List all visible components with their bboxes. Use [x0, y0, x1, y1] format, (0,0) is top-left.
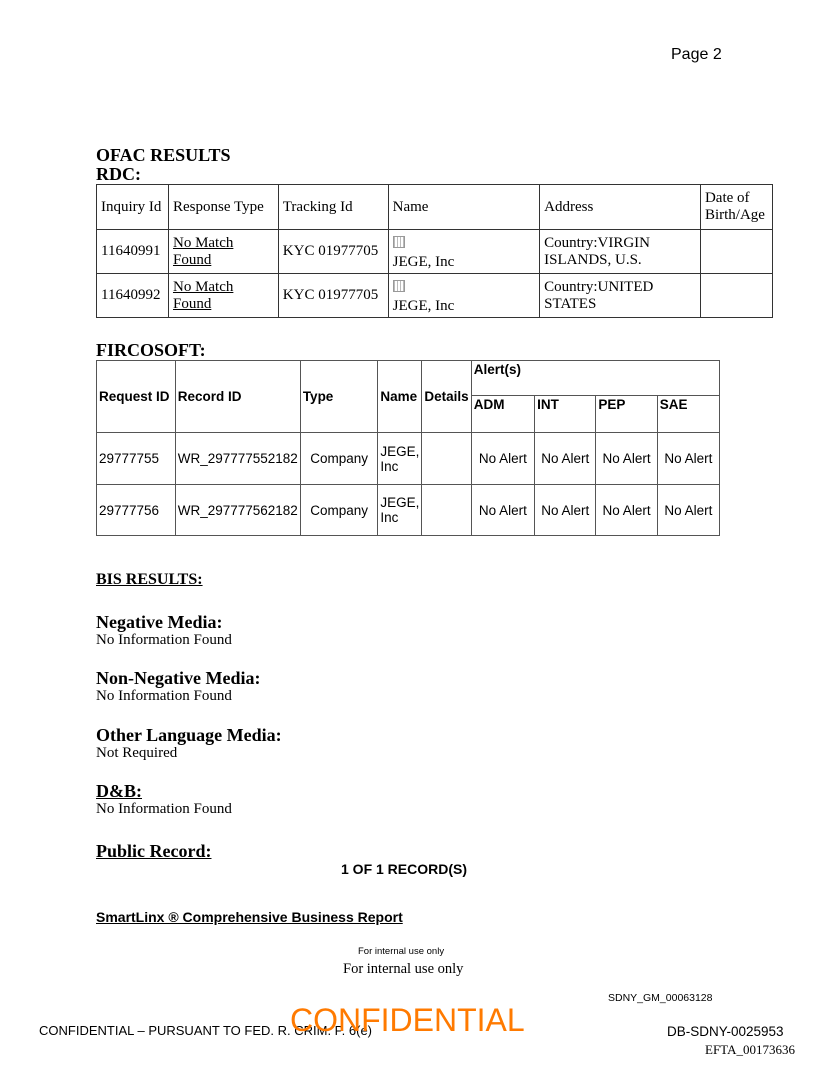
rdc-col-name: Name	[388, 185, 540, 230]
fs-col-alerts: Alert(s)	[471, 361, 719, 396]
dob-cell	[700, 274, 772, 318]
rdc-col-dob: Date of Birth/Age	[700, 185, 772, 230]
fs-col-details: Details	[422, 361, 471, 433]
table-row	[97, 485, 720, 536]
adm-cell: No Alert	[471, 433, 534, 485]
fs-col-sae: SAE	[657, 396, 719, 433]
record-id-cell: WR_297777552182	[175, 433, 300, 485]
sae-cell: No Alert	[657, 433, 719, 485]
fs-col-record-id: Record ID	[175, 361, 300, 433]
sdny-gm-number: SDNY_GM_00063128	[608, 992, 713, 1004]
rdc-col-inquiry-id: Inquiry Id	[97, 185, 169, 230]
ofac-results-title: OFAC RESULTS	[96, 145, 231, 165]
response-type-cell	[168, 274, 278, 318]
inquiry-id-cell: 11640992	[97, 274, 169, 318]
response-type-cell	[168, 230, 278, 274]
address-cell: Country:VIRGIN ISLANDS, U.S.	[540, 230, 701, 274]
fircosoft-table	[96, 360, 720, 536]
adm-cell: No Alert	[471, 485, 534, 536]
pep-cell: No Alert	[596, 485, 657, 536]
fs-col-pep: PEP	[596, 396, 657, 433]
non-negative-media-value: No Information Found	[96, 688, 232, 704]
dnb-title: D&B:	[96, 781, 142, 801]
sae-cell: No Alert	[657, 485, 719, 536]
table-row	[97, 433, 720, 485]
table-row	[97, 274, 773, 318]
fs-col-name: Name	[378, 361, 422, 433]
request-id-cell: 29777756	[97, 485, 176, 536]
internal-use-large: For internal use only	[343, 961, 464, 977]
rdc-table	[96, 184, 773, 318]
name-text: JEGE, Inc	[392, 254, 455, 270]
smartlinx-report-title: SmartLinx ® Comprehensive Business Report	[96, 909, 403, 925]
details-cell	[422, 433, 471, 485]
details-cell	[422, 485, 471, 536]
building-icon	[393, 236, 405, 248]
rdc-title: RDC:	[96, 164, 141, 184]
tracking-id-cell: KYC 01977705	[278, 230, 388, 274]
other-language-media-title: Other Language Media:	[96, 725, 282, 745]
rdc-header-row	[97, 185, 773, 230]
dnb-value: No Information Found	[96, 801, 232, 817]
confidential-stamp: CONFIDENTIAL	[290, 1002, 525, 1038]
address-cell: Country:UNITED STATES	[540, 274, 701, 318]
request-id-cell: 29777755	[97, 433, 176, 485]
name-cell	[388, 274, 540, 318]
negative-media-value: No Information Found	[96, 632, 232, 648]
pep-cell: No Alert	[596, 433, 657, 485]
public-record-title: Public Record:	[96, 841, 212, 861]
non-negative-media-title: Non-Negative Media:	[96, 668, 261, 688]
fs-col-adm: ADM	[471, 396, 534, 433]
record-id-cell: WR_297777562182	[175, 485, 300, 536]
fs-col-type: Type	[300, 361, 378, 433]
other-language-media-value: Not Required	[96, 745, 178, 761]
int-cell: No Alert	[535, 433, 596, 485]
efta-number: EFTA_00173636	[705, 1042, 795, 1057]
table-row	[97, 230, 773, 274]
dob-cell	[700, 230, 772, 274]
no-match-link[interactable]: No Match Found	[172, 278, 234, 312]
type-cell: Company	[300, 485, 378, 536]
type-cell: Company	[300, 433, 378, 485]
rdc-col-tracking-id: Tracking Id	[278, 185, 388, 230]
confidential-notice: CONFIDENTIAL – PURSUANT TO FED. R. CRIM. P. 6(e)	[39, 1023, 373, 1038]
int-cell: No Alert	[535, 485, 596, 536]
fs-col-request-id: Request ID	[97, 361, 176, 433]
fircosoft-title: FIRCOSOFT:	[96, 340, 206, 360]
rdc-col-address: Address	[540, 185, 701, 230]
name-cell	[388, 230, 540, 274]
fs-col-int: INT	[535, 396, 596, 433]
bates-number: DB-SDNY-0025953	[667, 1024, 784, 1039]
name-text: JEGE, Inc	[392, 298, 455, 314]
negative-media-title: Negative Media:	[96, 612, 223, 632]
record-count: 1 OF 1 RECORD(S)	[341, 861, 468, 877]
fs-header-row	[97, 361, 720, 396]
bis-results-title: BIS RESULTS:	[96, 571, 203, 588]
rdc-col-response-type: Response Type	[168, 185, 278, 230]
name-cell: JEGE, Inc	[378, 433, 422, 485]
inquiry-id-cell: 11640991	[97, 230, 169, 274]
name-cell: JEGE, Inc	[378, 485, 422, 536]
tracking-id-cell: KYC 01977705	[278, 274, 388, 318]
internal-use-small: For internal use only	[358, 946, 445, 957]
building-icon	[393, 280, 405, 292]
page-number: Page 2	[671, 46, 722, 63]
no-match-link[interactable]: No Match Found	[172, 234, 234, 268]
